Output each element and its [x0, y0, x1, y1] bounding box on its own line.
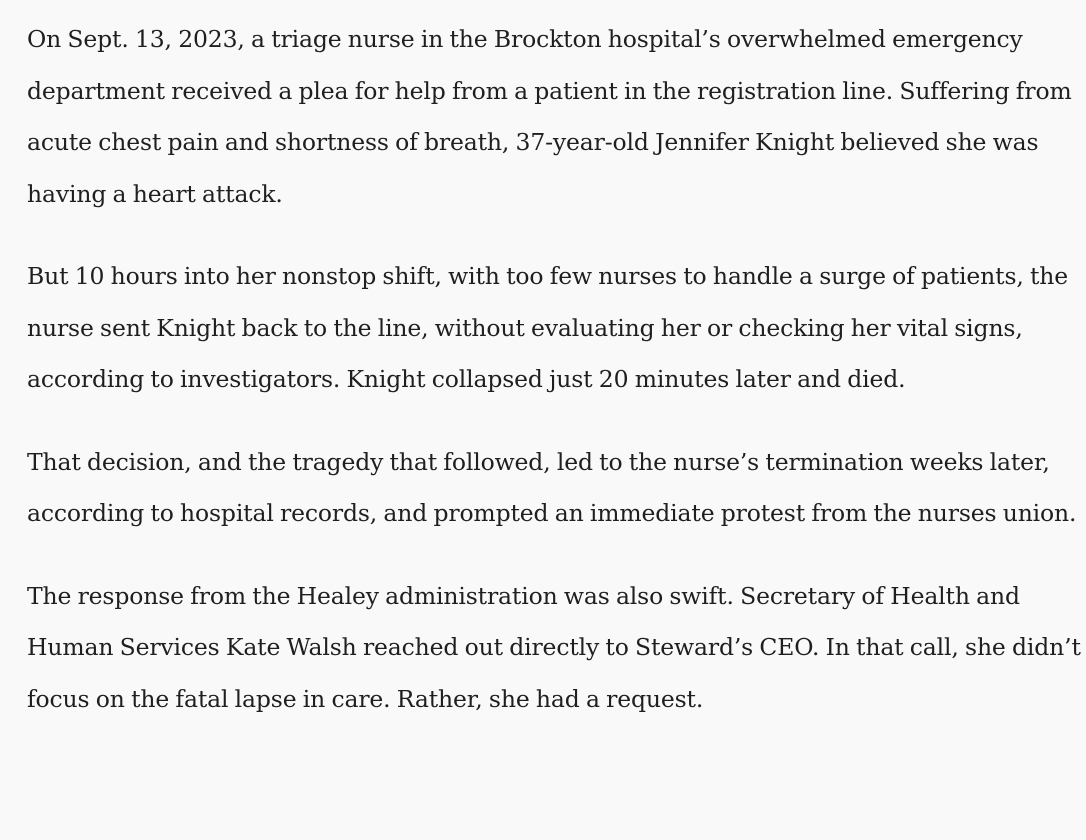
article-paragraph-2: But 10 hours into her nonstop shift, with too few nurses to handle a surge of patients, the nurse sent Knight back to the line, without evaluating her or checking her vital signs, according to investigators. Knight collapsed just 20 minutes later and died. [27, 262, 1069, 393]
article-paragraph-3: That decision, and the tragedy that followed, led to the nurse’s termination weeks later, according to hospital records, and prompted an immediate protest from the nurses union. [27, 447, 1077, 527]
article-paragraph-1: On Sept. 13, 2023, a triage nurse in the Brockton hospital’s overwhelmed emergency department received a plea for help from a patient in the registration line. Suffering from acute chest pain and shortness of breath, 37-year-old Jennifer Knight believed she was having a heart attack. [27, 25, 1072, 208]
article-paragraph-4: The response from the Healey administration was also swift. Secretary of Health and Human Services Kate Walsh reached out directly to Steward’s CEO. In that call, she didn’t focus on the fatal lapse in care. Rather, she had a request. [27, 581, 1081, 713]
article-body [27, 14, 1086, 725]
